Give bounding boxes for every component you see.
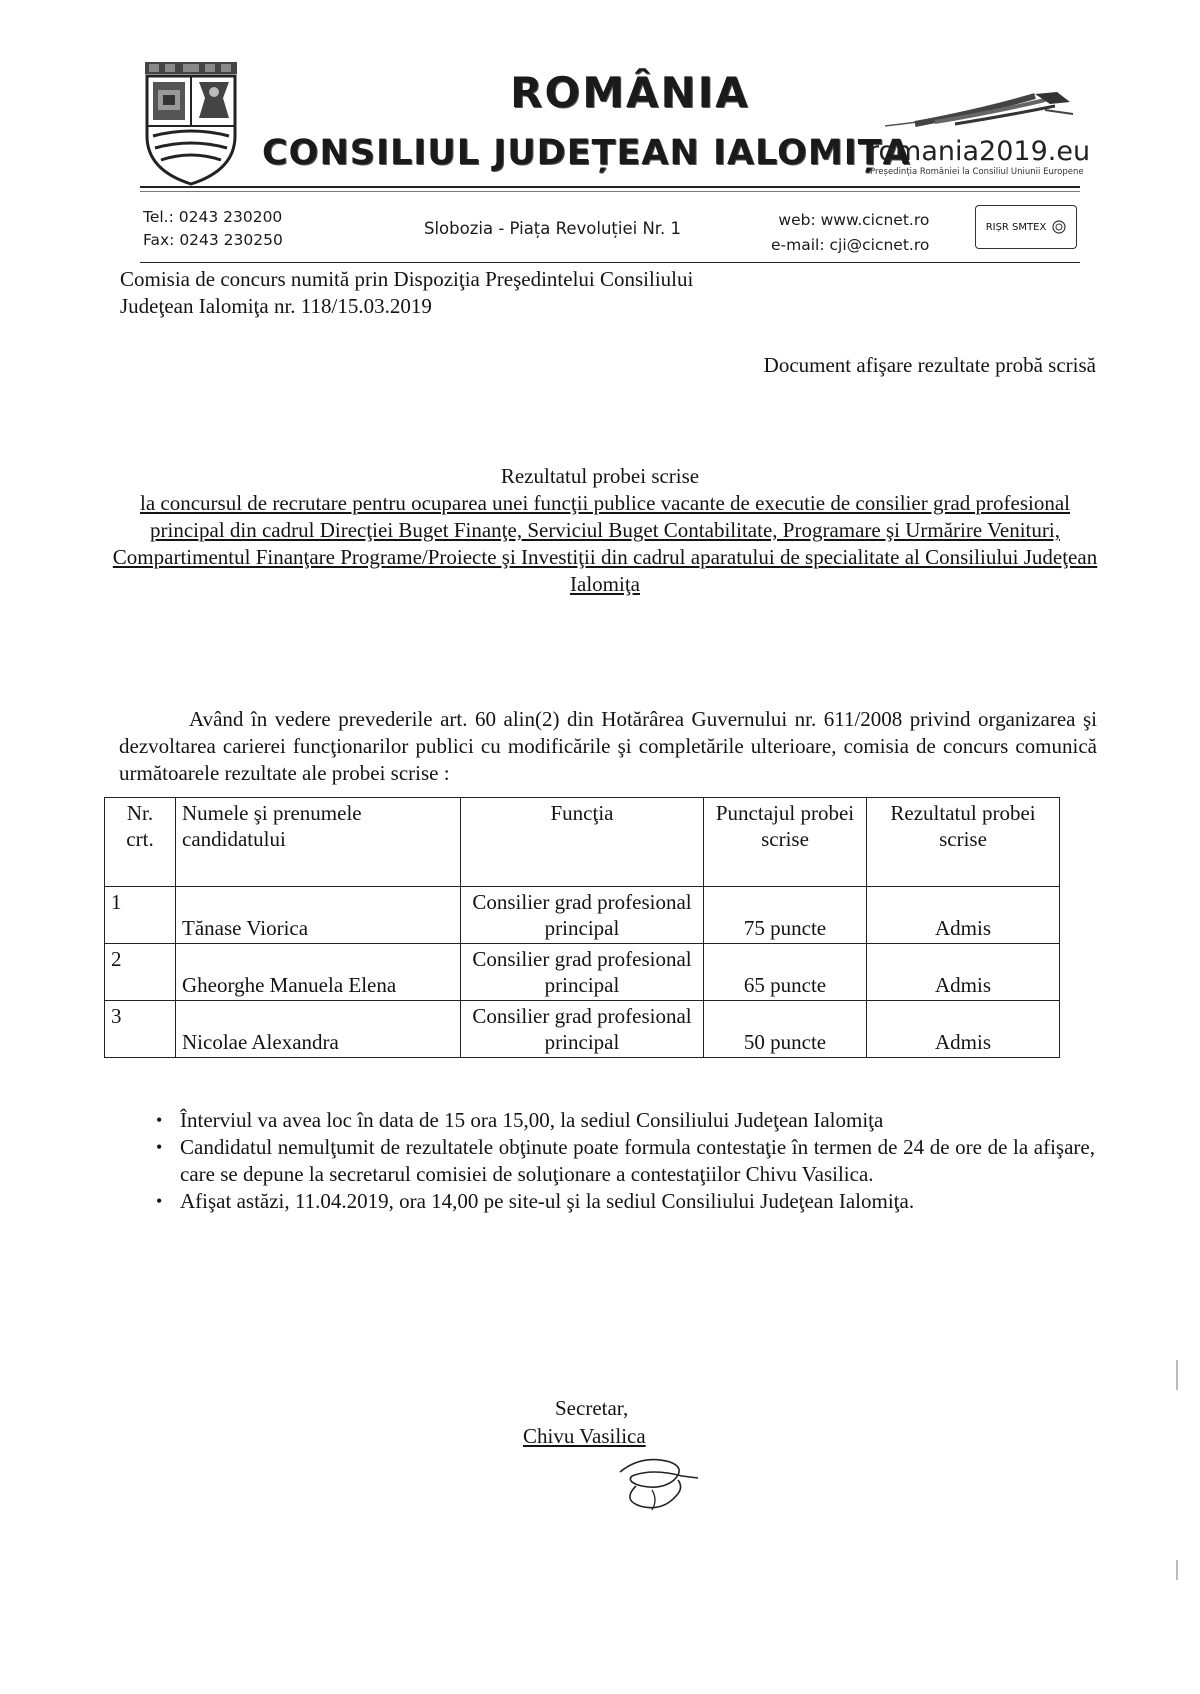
bullet-icon: • [156,1191,163,1211]
cell-result: Admis [867,887,1060,944]
postal-address: Slobozia - Piața Revoluției Nr. 1 [424,219,682,238]
cell-function: Consilier grad profesional principal [461,887,704,944]
header-name: Numele şi prenumele candidatului [176,798,461,887]
bullet-icon: • [156,1137,163,1157]
table-row [105,887,1060,944]
presidency-website: romania2019.eu [868,136,1091,167]
cell-score: 75 puncte [704,887,867,944]
notes-list [150,1107,1095,1215]
note-appeal: Candidatul nemulţumit de rezultatele obţinute poate formula contestaţie în termen de 24 de ore de la afişare, care se depune la secretarul comisiei de soluţionare a contestaţiilor Chivu Vasilica. [180,1135,1095,1186]
scan-edge-mark [1176,1560,1178,1580]
website-link[interactable]: web: www.cicnet.ro [778,211,930,229]
cell-nr: 2 [105,944,176,1001]
commission-reference-line-2: Judeţean Ialomiţa nr. 118/15.03.2019 [120,294,432,318]
cell-score: 50 puncte [704,1001,867,1058]
header-score: Punctajul probei scrise [704,798,867,887]
header-divider [140,186,1080,188]
header-divider-thin [140,191,1080,192]
cell-name: Gheorghe Manuela Elena [176,944,461,1001]
list-item [150,1107,1095,1134]
cell-nr: 3 [105,1001,176,1058]
web-contact-block [771,208,929,258]
document-type-label: Document afişare rezultate probă scrisă [763,353,1096,377]
commission-reference [120,266,820,320]
table-row [105,944,1060,1001]
phone-block [143,206,283,252]
contest-description: la concursul de recrutare pentru ocuparea unei funcţii publice vacante de executie de consilier grad profesional principal din cadrul Direcţiei Buget Finanţe, Serviciul Buget Contabilitate, Programare şi Urmărire Venituri, Compartimentul Finanţare Programe/Proiecte şi Investiţii din cadrul aparatului de specialitate al Consiliului Judeţean Ialomiţa [112,491,1098,596]
table-row [105,1001,1060,1058]
results-table [104,797,1060,1058]
cell-function: Consilier grad profesional principal [461,1001,704,1058]
certification-seal-icon [1052,220,1066,234]
signatory-role: Secretar, [555,1396,629,1420]
email-link[interactable]: e-mail: cji@cicnet.ro [771,236,930,254]
certification-badge-label: RIṢR SMTEX [985,221,1047,233]
note-posted: Afişat astăzi, 11.04.2019, ora 14,00 pe site-ul şi la sediul Consiliului Judeţean Ialomiţa. [180,1189,915,1213]
scan-edge-mark [1176,1360,1178,1390]
list-item [150,1188,1095,1215]
header-nr: Nr. crt. [105,798,176,887]
cell-name: Nicolae Alexandra [176,1001,461,1058]
certification-badge [975,205,1077,249]
county-coat-of-arms [143,62,239,186]
phone-number: Tel.: 0243 230200 [143,208,283,226]
intro-paragraph [119,706,1097,787]
commission-reference-line-1: Comisia de concurs numită prin Dispoziţia Preşedintelui Consiliului [120,267,694,291]
signatory-name: Chivu Vasilica [523,1424,646,1448]
handwritten-signature [612,1450,702,1515]
result-title: Rezultatul probei scrise [500,464,700,488]
results-table-header [105,798,1060,887]
cell-result: Admis [867,944,1060,1001]
cell-function: Consilier grad profesional principal [461,944,704,1001]
country-heading: ROMÂNIA [510,68,750,117]
header-result: Rezultatul probei scrise [867,798,1060,887]
letterhead-bottom-rule [140,262,1080,263]
cell-result: Admis [867,1001,1060,1058]
fax-number: Fax: 0243 230250 [143,231,283,249]
cell-score: 65 puncte [704,944,867,1001]
institution-heading: CONSILIUL JUDEȚEAN IALOMIȚA [262,133,911,173]
romania2019-swoosh-icon [885,88,1075,138]
cell-nr: 1 [105,887,176,944]
bullet-icon: • [156,1110,163,1130]
cell-name: Tănase Viorica [176,887,461,944]
note-interview: Înterviul va avea loc în data de 15 ora 15,00, la sediul Consiliului Judeţean Ialomiţa [180,1108,884,1132]
intro-paragraph-text: Având în vedere prevederile art. 60 alin(2) din Hotărârea Guvernului nr. 611/2008 privind organizarea şi dezvoltarea carierei funcţionarilor publici cu modificările şi completările ulterioare, comisia de concurs comunică următoarele rezultate ale probei scrise : [119,707,1097,785]
presidency-tagline: Președinția României la Consiliul Uniunii Europene [870,167,1084,177]
header-function: Funcţia [461,798,704,887]
list-item [150,1134,1095,1188]
